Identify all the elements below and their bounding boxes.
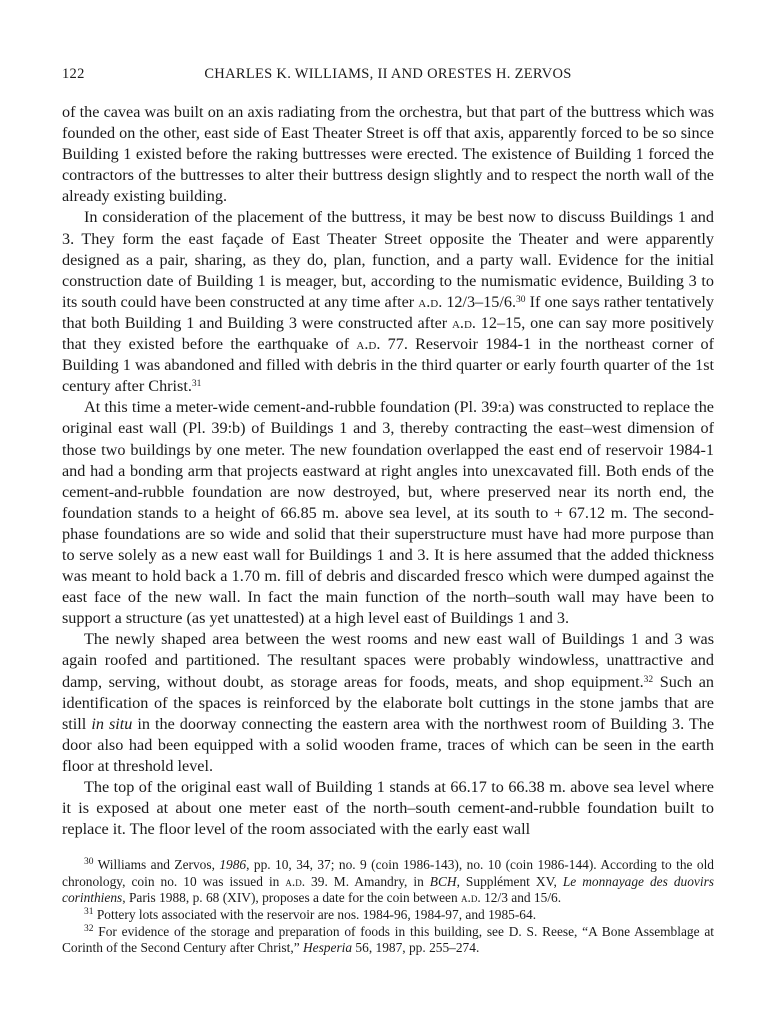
footnote-number: 30 xyxy=(84,857,94,868)
running-header xyxy=(62,66,714,88)
footnote-ref-32: 32 xyxy=(643,674,654,685)
footnote-italic: BCH xyxy=(429,873,457,889)
paragraph-4 xyxy=(62,629,714,777)
paragraph-2-text: 12/3–15/6. xyxy=(442,292,517,311)
era-abbreviation: a.d. xyxy=(285,873,306,889)
footnote-ref-30: 30 xyxy=(516,294,526,305)
paragraph-1-text: of the cavea was built on an axis radiating from the orchestra, but that part of the buttress which was founded on the other, east side of East Theater Street is off that axis, apparently forced to be so since Building 1 existed before the raking buttresses were erected. The existence of Building 1 forced the contractors of the buttresses to alter their buttress design slightly and to respect the north wall of the already existing building. xyxy=(62,103,714,206)
paragraph-3-text: At this time a meter-wide cement-and-rubble foundation (Pl. 39:a) was constructed to replace the original east wall (Pl. 39:b) of Buildings 1 and 3, thereby contracting the east–west dimension of those two buildings by one meter. The new foundation overlapped the east end of reservoir 1984-1 and had a bonding arm that projects eastward at right angles into unexcavated fill. Both ends of the cement-and-rubble foundation are now destroyed, but, where preserved near its north end, the foundation stands to a height of 66.85 m. above sea level, at its south to + 67.12 m. The second-phase foundations are so wide and solid that their superstructure must have had more purpose than to serve solely as a new east wall for Buildings 1 and 3. It is here assumed that the added thickness was meant to hold back a 1.70 m. fill of debris and discarded fresco which were dumped against the east face of the new wall. In fact the main function of the north–south wall may have been to support a structure (as yet unattested) at a high level east of Buildings 1 and 3. xyxy=(62,398,714,628)
era-abbreviation: a.d. xyxy=(461,890,481,906)
footnote-text: , pp. 10, 34, 37; no. 9 (coin 1986-143), no. 10 (coin 1986-144). According to the old chronology, coin no. 10 was issued in xyxy=(62,857,714,889)
footnote-text: Pottery lots associated with the reservoir are nos. 1984-96, 1984-97, and 1985-64. xyxy=(93,907,537,923)
footnote-31 xyxy=(62,907,714,924)
era-abbreviation: a.d. xyxy=(418,292,443,311)
footnote-32 xyxy=(62,924,714,957)
footnote-italic: Le monnayage des duovirs corinthiens xyxy=(62,873,714,906)
footnote-text: Williams and Zervos, xyxy=(93,857,220,873)
paragraph-3 xyxy=(62,397,714,629)
page xyxy=(62,66,714,957)
footnote-text: 12/3 and 15/6. xyxy=(480,890,562,906)
paragraph-5 xyxy=(62,777,714,840)
footnote-number: 32 xyxy=(84,923,94,934)
footnote-ref-31: 31 xyxy=(191,379,202,390)
italic-term: in situ xyxy=(91,714,133,733)
era-abbreviation: a.d. xyxy=(451,313,476,332)
running-title: CHARLES K. WILLIAMS, II AND ORESTES H. ZERVOS xyxy=(204,66,572,82)
paragraph-2-text: If one says rather tentatively that both Building 1 and Building 3 were constructed after xyxy=(62,292,714,332)
paragraph-4-text: The newly shaped area between the west rooms and new east wall of Buildings 1 and 3 was again roofed and partitioned. The resultant spaces were probably windowless, unattractive and damp, serving, without doubt, as storage areas for foods, meats, and shop equipment. xyxy=(62,630,714,691)
paragraph-2 xyxy=(62,207,714,397)
main-text xyxy=(62,102,714,840)
era-abbreviation: a.d. xyxy=(356,335,381,354)
paragraph-2-text: 12–15, one can say more positively that they existed before the earthquake of xyxy=(62,313,714,354)
footnote-text: , Paris 1988, p. 68 (XIV), proposes a date for the coin between xyxy=(122,890,462,906)
paragraph-5-text: The top of the original east wall of Building 1 stands at 66.17 to 66.38 m. above sea level where it is exposed at about one meter east of the north–south cement-and-rubble foundation built to replace it. The floor level of the room associated with the early east wall xyxy=(62,778,714,839)
paragraph-2-text: In consideration of the placement of the buttress, it may be best now to discuss Buildings 1 and 3. They form the east façade of East Theater Street opposite the Theater and were apparently designed as a pair, sharing, as they do, plan, function, and a party wall. Evidence for the initial construction date of Building 1 is meager, but, according to the numismatic evidence, Building 3 to its south could have been constructed at any time after xyxy=(62,208,714,311)
page-number: 122 xyxy=(62,66,85,82)
footnote-text: , Supplément XV, xyxy=(456,873,563,889)
paragraph-1 xyxy=(62,102,714,207)
footnote-text: 56, 1987, pp. 255–274. xyxy=(352,940,480,956)
footnotes xyxy=(62,857,714,957)
paragraph-2-text: 77. Reservoir 1984-1 in the northeast corner of Building 1 was abandoned and filled with debris in the third quarter or early fourth quarter of the 1st century after Christ. xyxy=(62,335,714,396)
footnote-30 xyxy=(62,857,714,907)
footnote-italic: Hesperia xyxy=(302,940,353,956)
footnote-text: For evidence of the storage and preparation of foods in this building, see D. S. Reese, “A Bone Assemblage at Corinth of the Second Century after Christ,” xyxy=(62,923,714,956)
paragraph-4-text: in the doorway connecting the eastern area with the northwest room of Building 3. The door also had been equipped with a solid wooden frame, traces of which can be seen in the earth floor at threshold level. xyxy=(62,714,715,775)
paragraph-4-text: Such an identification of the spaces is reinforced by the elaborate bolt cuttings in the stone jambs that are still xyxy=(62,672,714,733)
footnote-italic: 1986 xyxy=(219,857,247,873)
footnote-number: 31 xyxy=(84,907,94,918)
footnote-text: 39. M. Amandry, in xyxy=(305,873,430,889)
